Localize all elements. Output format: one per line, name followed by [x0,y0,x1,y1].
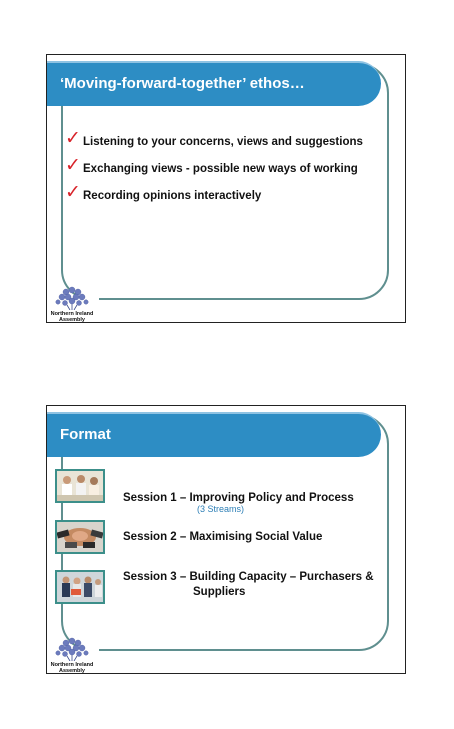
slide-title: ‘Moving-forward-together’ ethos… [60,75,305,92]
title-bar [47,412,381,457]
slide-ethos [46,54,406,323]
session-1-label: Session 1 – Improving Policy and Process [123,492,354,504]
bullet-text: Listening to your concerns, views and suggestions [83,136,363,148]
flax-flower-icon [53,635,91,661]
logo-line1: Northern Ireland [50,662,94,668]
checkmark-icon: ✓ [65,154,81,176]
assembly-logo [50,284,94,323]
logo-line2: Assembly [59,317,85,323]
people-meeting-photo [55,469,105,503]
logo-line2: Assembly [59,668,85,674]
bullet-text: Recording opinions interactively [83,190,262,202]
business-team-photo [55,570,105,604]
session-3-label [123,570,374,600]
assembly-logo [50,635,94,674]
session-3-line1: Session 3 – Building Capacity – Purchasers & [123,571,374,583]
checkmark-icon: ✓ [65,181,81,203]
session-3-line2: Suppliers [193,586,246,598]
bullet-text: Exchanging views - possible new ways of working [83,163,358,175]
session-2-label: Session 2 – Maximising Social Value [123,531,323,543]
session-1-sub: (3 Streams) [197,504,245,514]
stacked-hands-photo [55,520,105,554]
title-bar [47,61,381,106]
slide-title: Format [60,426,111,443]
logo-line1: Northern Ireland [50,311,94,317]
slide-format [46,405,406,674]
checkmark-icon: ✓ [65,127,81,149]
flax-flower-icon [53,284,91,310]
